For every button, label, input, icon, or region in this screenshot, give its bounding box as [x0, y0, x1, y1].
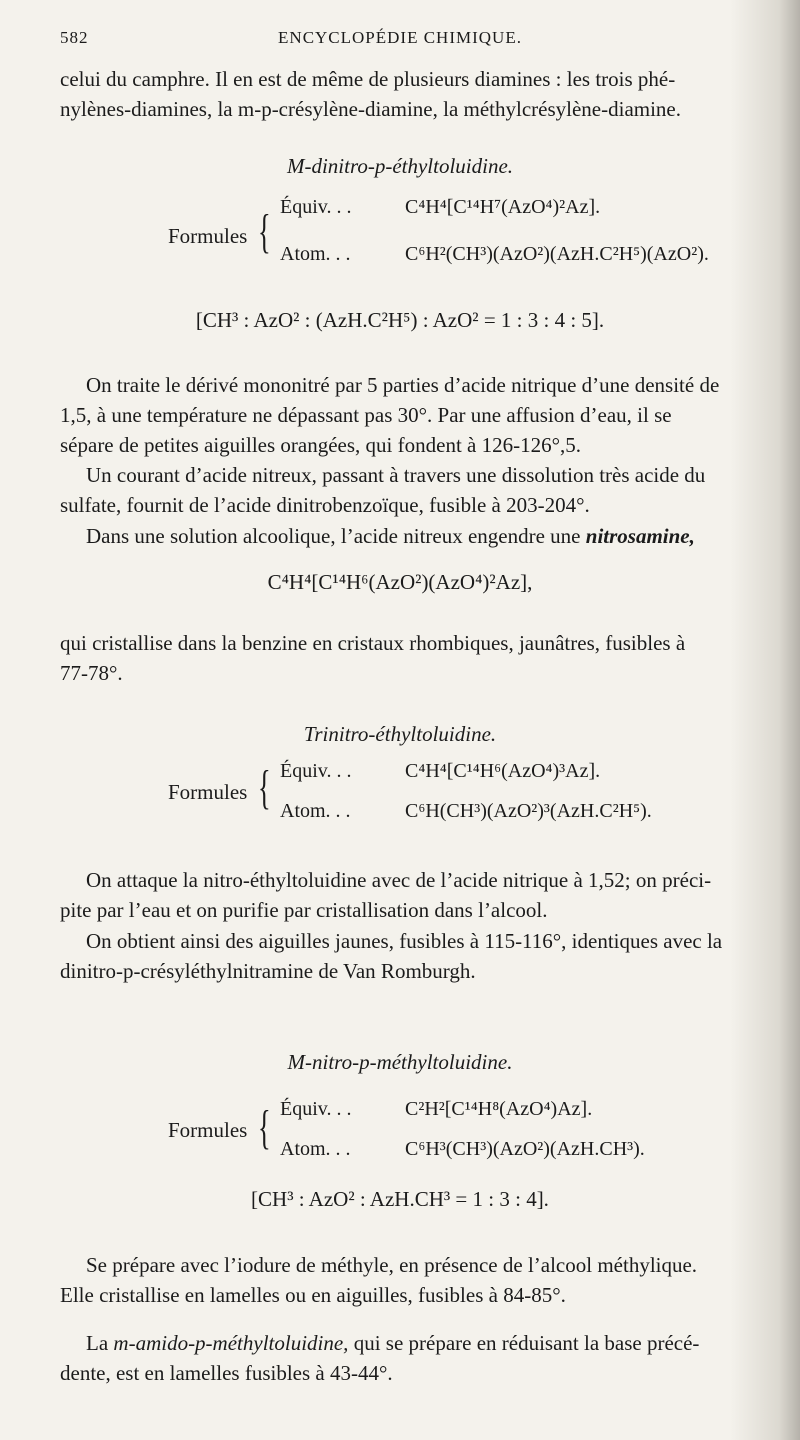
nitrosamine-term: nitrosamine, — [585, 524, 695, 548]
section-heading-dinitro: M-dinitro-p-éthyltoluidine. — [286, 154, 514, 178]
atom-formula: C⁶H(CH³)(AzO²)³(AzH.C²H⁵). — [405, 800, 652, 822]
page-edge-shadow — [730, 0, 800, 1440]
running-title: ENCYCLOPÉDIE CHIMIQUE. — [278, 28, 522, 47]
equiv-formula: C⁴H⁴[C¹⁴H⁷(AzO⁴)²Az]. — [405, 196, 601, 218]
intro-line-2: nylènes-diamines, la m-p-crésylène-diamine, la méthylcrésylène-diamine. — [60, 97, 682, 121]
paragraph-line: Elle cristallise en lamelles ou en aiguilles, fusibles à 84-85°. — [60, 1283, 566, 1307]
paragraph-line: qui cristallise dans la benzine en cristaux rhombiques, jaunâtres, fusibles à — [60, 631, 686, 655]
paragraph-line: 77-78°. — [60, 661, 123, 685]
atom-label: Atom. . . — [280, 800, 351, 822]
position-ratio: [CH³ : AzO² : AzH.CH³ = 1 : 3 : 4]. — [251, 1187, 549, 1211]
paragraph-line: Se prépare avec l’iodure de méthyle, en présence de l’alcool méthylique. — [86, 1253, 698, 1277]
paragraph-line — [60, 1328, 760, 1358]
paragraph-line: On obtient ainsi des aiguilles jaunes, fusibles à 115-116°, identiques avec la — [86, 929, 723, 953]
formules-label: Formules — [168, 780, 248, 804]
page-number: 582 — [60, 28, 89, 47]
text-run: La — [86, 1331, 114, 1355]
paragraph-line — [60, 521, 760, 551]
formules-label: Formules — [168, 1118, 248, 1142]
intro-line-1: celui du camphre. Il en est de même de plusieurs diamines : les trois phé- — [60, 67, 676, 91]
text-run: qui se prépare en réduisant la base précé- — [348, 1331, 700, 1355]
amido-term: m-amido-p-méthyltoluidine, — [113, 1331, 349, 1355]
paragraph-line: dinitro-p-crésyléthylnitramine de Van Romburgh. — [60, 959, 476, 983]
atom-label: Atom. . . — [280, 243, 351, 265]
atom-label: Atom. . . — [280, 1138, 351, 1160]
section-heading-nitro-methyl: M-nitro-p-méthyltoluidine. — [287, 1050, 513, 1074]
paragraph-line: dente, est en lamelles fusibles à 43-44°. — [60, 1361, 393, 1385]
equiv-label: Équiv. . . — [280, 196, 352, 218]
atom-formula: C⁶H³(CH³)(AzO²)(AzH.CH³). — [405, 1138, 645, 1160]
running-header — [60, 28, 740, 52]
paragraph-line: On traite le dérivé mononitré par 5 parties d’acide nitrique d’une densité de — [86, 373, 720, 397]
equiv-label: Équiv. . . — [280, 1098, 352, 1120]
paragraph-line: sépare de petites aiguilles orangées, qui fondent à 126-126°,5. — [60, 433, 581, 457]
formules-label: Formules — [168, 224, 248, 248]
section-heading-trinitro: Trinitro-éthyltoluidine. — [303, 722, 497, 746]
paragraph-line: 1,5, à une température ne dépassant pas 30°. Par une affusion d’eau, il se — [60, 403, 672, 427]
equiv-formula: C²H²[C¹⁴H⁸(AzO⁴)Az]. — [405, 1098, 593, 1120]
brace-symbol: { — [258, 761, 271, 814]
text-run: Dans une solution alcoolique, l’acide nitreux engendre une — [86, 524, 586, 548]
paragraph-line: pite par l’eau et on purifie par cristallisation dans l’alcool. — [60, 898, 548, 922]
brace-symbol: { — [258, 205, 271, 258]
nitrosamine-formula: C⁴H⁴[C¹⁴H⁶(AzO²)(AzO⁴)²Az], — [267, 570, 533, 594]
paragraph-line: On attaque la nitro-éthyltoluidine avec de l’acide nitrique à 1,52; on préci- — [86, 868, 712, 892]
equiv-label: Équiv. . . — [280, 760, 352, 782]
atom-formula: C⁶H²(CH³)(AzO²)(AzH.C²H⁵)(AzO²). — [405, 243, 709, 265]
brace-symbol: { — [258, 1101, 271, 1154]
paragraph-line: sulfate, fournit de l’acide dinitrobenzoïque, fusible à 203-204°. — [60, 493, 590, 517]
paragraph-line: Un courant d’acide nitreux, passant à travers une dissolution très acide du — [86, 463, 706, 487]
position-ratio: [CH³ : AzO² : (AzH.C²H⁵) : AzO² = 1 : 3 : 4 : 5]. — [195, 308, 605, 332]
equiv-formula: C⁴H⁴[C¹⁴H⁶(AzO⁴)³Az]. — [405, 760, 601, 782]
